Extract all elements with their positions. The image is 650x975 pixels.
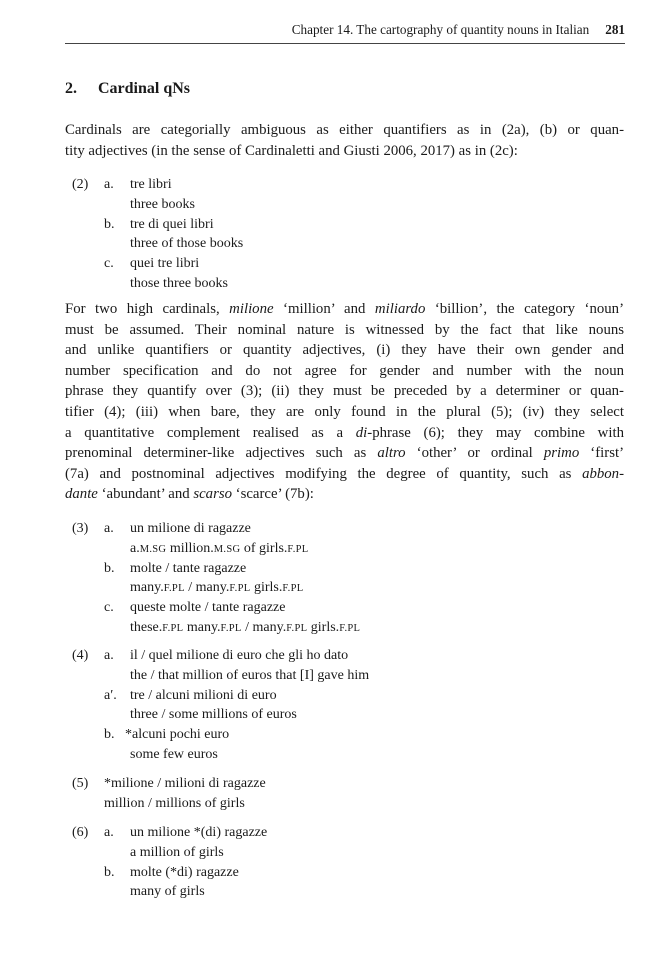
example-gloss: some few euros (130, 746, 218, 762)
example-gloss: million / millions of girls (104, 795, 245, 811)
example-label: b. (104, 864, 115, 880)
paragraph-line: and unlike quantifiers or quantity adjectives, (i) they have their own gender and (65, 342, 624, 359)
example-gloss: many of girls (130, 884, 205, 900)
example-gloss: many.F.PL / many.F.PL girls.F.PL (130, 580, 304, 596)
paragraph-line: phrase they quantify over (3); (ii) they must be preceded by a determiner or quan- (65, 383, 624, 400)
example-number: (6) (72, 825, 89, 840)
example-line: tre / alcuni milioni di euro (130, 687, 277, 703)
paragraph-line: dante ‘abundant’ and scarso ‘scarce’ (7b): (65, 486, 314, 503)
paragraph-line: tifier (4); (iii) when bare, they are only found in the plural (5); (iv) they select (65, 403, 624, 420)
example-line: molte (*di) ragazze (130, 864, 239, 880)
paragraph-line: Cardinals are categorially ambiguous as either quantifiers as in (2a), (b) or quan- (65, 122, 624, 138)
example-number: (3) (72, 521, 89, 536)
example-label: a. (104, 825, 114, 840)
example-label: a. (104, 521, 114, 536)
paragraph-line: (7a) and postnominal adjectives modifying the degree of quantity, such as abbon- (65, 465, 624, 482)
example-number: (4) (72, 648, 89, 663)
paragraph-line: For two high cardinals, milione ‘million’ and miliardo ‘billion’, the category ‘noun’ (65, 301, 624, 317)
paragraph-line: a quantitative complement realised as a di-phrase (6); they may combine with (65, 424, 624, 441)
example-gloss: the / that million of euros that [I] gave him (130, 667, 370, 683)
paragraph-line: number specification and do not agree for gender and number with the noun (65, 362, 624, 379)
section-title: Cardinal qNs (98, 80, 191, 97)
example-gloss: those three books (130, 275, 228, 291)
example-gloss: a million of girls (130, 844, 224, 860)
running-title: Chapter 14. The cartography of quantity nouns in Italian (291, 22, 590, 37)
paragraph-line: prenominal determiner-like adjectives such as altro ‘other’ or ordinal primo ‘first’ (65, 445, 624, 462)
example-gloss: three of those books (130, 236, 244, 252)
paragraph-line: tity adjectives (in the sense of Cardinaletti and Giusti 2006, 2017) as in (2c): (65, 142, 518, 159)
example-label: c. (104, 600, 114, 616)
example-label: b. (104, 560, 115, 576)
example-label: a′. (104, 687, 117, 703)
example-line: molte / tante ragazze (130, 560, 247, 576)
example-label: b. (104, 727, 115, 743)
example-label: b. (104, 216, 115, 232)
example-gloss: a.M.SG million.M.SG of girls.F.PL (130, 540, 309, 556)
page-number: 281 (605, 22, 625, 37)
paragraph-line: must be assumed. Their nominal nature is witnessed by the fact that like nouns (65, 321, 624, 338)
example-line: il / quel milione di euro che gli ho dato (130, 648, 349, 663)
example-line: tre libri (130, 177, 172, 192)
example-gloss: these.F.PL many.F.PL / many.F.PL girls.F.PL (130, 619, 361, 635)
example-line: un milione di ragazze (130, 521, 251, 536)
example-line: quei tre libri (130, 256, 200, 272)
example-label: a. (104, 177, 114, 192)
body-paragraph (65, 299, 624, 505)
example-label: a. (104, 648, 114, 663)
example-gloss: three books (130, 196, 195, 212)
example-line: tre di quei libri (130, 216, 214, 232)
example-label: c. (104, 256, 114, 272)
example-line: queste molte / tante ragazze (130, 600, 286, 616)
intro-paragraph (65, 120, 624, 161)
example-number: (2) (72, 177, 89, 192)
example-line: *milione / milioni di ragazze (104, 776, 266, 791)
example-number: (5) (72, 776, 89, 791)
running-header (65, 22, 625, 44)
example-line: *alcuni pochi euro (125, 727, 230, 743)
section-heading (65, 80, 190, 98)
example-line: un milione *(di) ragazze (130, 825, 268, 840)
example-gloss: three / some millions of euros (130, 707, 297, 723)
section-number: 2. (65, 80, 77, 97)
